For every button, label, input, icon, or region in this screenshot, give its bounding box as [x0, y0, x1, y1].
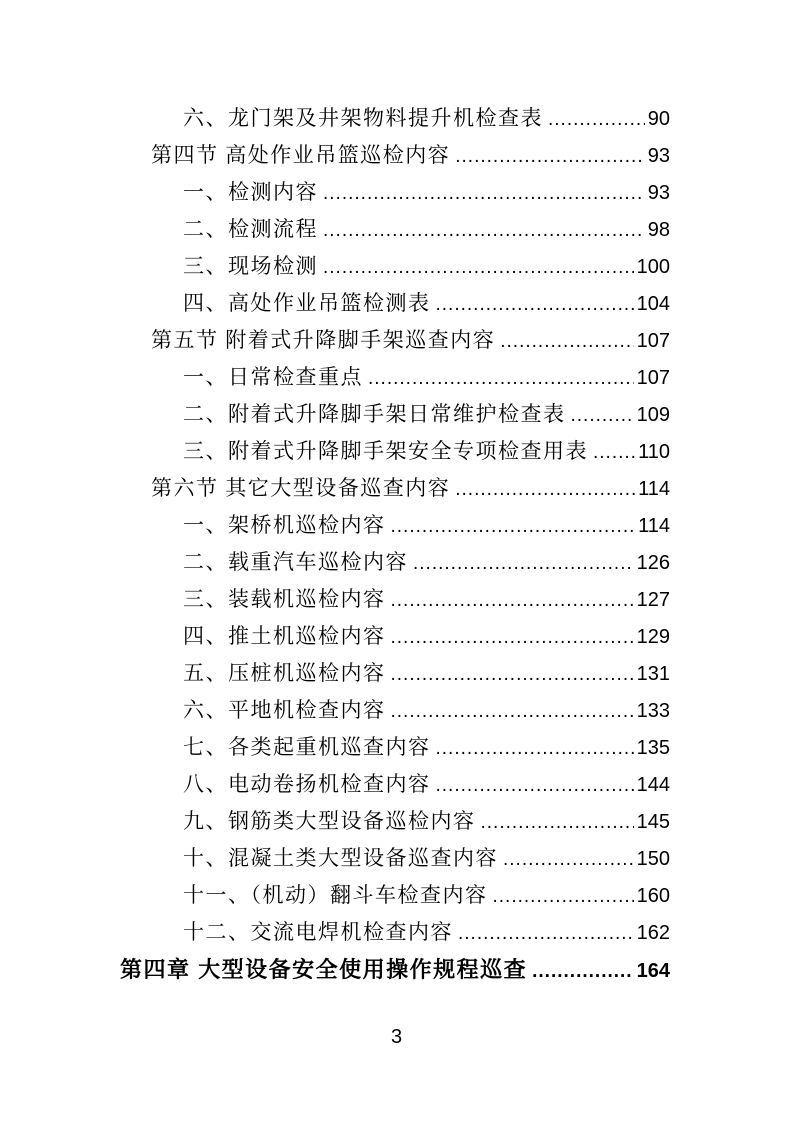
dot-leader: [368, 360, 634, 397]
toc-entry-title: 七、各类起重机巡查内容: [183, 735, 431, 759]
toc-entry-title: 八、电动卷扬机检查内容: [183, 772, 431, 796]
dot-leader: [458, 915, 634, 952]
dot-leader: [455, 471, 635, 508]
toc-entry-page: 126: [636, 552, 670, 574]
dot-leader: [455, 138, 645, 175]
dot-leader: [391, 619, 634, 656]
toc-entry[interactable]: [183, 729, 670, 766]
toc-entry-page: 133: [636, 700, 670, 722]
dot-leader: [391, 693, 634, 730]
toc-entry-page: 104: [636, 293, 670, 315]
toc-entry[interactable]: [151, 470, 670, 507]
dot-leader: [481, 804, 634, 841]
toc-entry-title: 一、检测内容: [183, 180, 318, 204]
dot-leader: [391, 656, 634, 693]
footer-page-number: 3: [390, 1026, 403, 1048]
dot-leader: [323, 212, 645, 249]
toc-entry-title: 十、混凝土类大型设备巡查内容: [183, 846, 498, 870]
toc-entry-title: 四、高处作业吊篮检测表: [183, 291, 431, 315]
toc-entry-page: 107: [636, 330, 670, 352]
toc-entry[interactable]: [183, 396, 670, 433]
dot-leader: [323, 249, 634, 286]
toc-entry[interactable]: [183, 877, 670, 914]
toc-entry-page: 107: [636, 367, 670, 389]
toc-entry-page: 135: [636, 737, 670, 759]
toc-entry-page: 150: [636, 848, 670, 870]
toc-entry-title: 二、附着式升降脚手架日常维护检查表: [183, 402, 566, 426]
dot-leader: [391, 508, 636, 545]
toc-entry-page: 131: [636, 663, 670, 685]
dot-leader: [413, 545, 634, 582]
dot-leader: [436, 730, 634, 767]
dot-leader: [571, 397, 634, 434]
toc-entry-title: 第四章 大型设备安全使用操作规程巡查: [120, 957, 528, 982]
toc-entry-title: 六、龙门架及井架物料提升机检查表: [183, 106, 543, 130]
toc-entry-page: 129: [636, 626, 670, 648]
toc-entry[interactable]: [183, 544, 670, 581]
toc-entry[interactable]: [183, 211, 670, 248]
toc-entry[interactable]: [183, 692, 670, 729]
toc-entry-title: 第四节 高处作业吊篮巡检内容: [151, 143, 451, 167]
toc-entry[interactable]: [183, 914, 670, 951]
toc-entry-page: 93: [647, 182, 670, 204]
toc-entry-title: 一、架桥机巡检内容: [183, 513, 386, 537]
dot-leader: [593, 434, 635, 471]
toc-entry-title: 十二、交流电焊机检查内容: [183, 920, 453, 944]
toc-entry[interactable]: [183, 100, 670, 137]
toc-entry-title: 一、日常检查重点: [183, 365, 363, 389]
toc-entry[interactable]: [183, 248, 670, 285]
dot-leader: [532, 953, 634, 990]
toc-entry[interactable]: [183, 359, 670, 396]
toc-entry-title: 九、钢筋类大型设备巡检内容: [183, 809, 476, 833]
toc-entry-page: 98: [647, 219, 670, 241]
toc-entry[interactable]: [183, 655, 670, 692]
toc-entry-title: 第五节 附着式升降脚手架巡查内容: [151, 328, 496, 352]
toc-entry[interactable]: [151, 137, 670, 174]
toc-entry-page: 162: [636, 922, 670, 944]
toc-entry[interactable]: [183, 766, 670, 803]
toc-entry-page: 160: [636, 885, 670, 907]
dot-leader: [500, 323, 633, 360]
page-footer: [0, 1026, 793, 1049]
toc-entry-title: 五、压桩机巡检内容: [183, 661, 386, 685]
toc-entry[interactable]: [120, 951, 670, 988]
dot-leader: [436, 286, 634, 323]
toc-entry[interactable]: [183, 840, 670, 877]
toc-entry-title: 四、推土机巡检内容: [183, 624, 386, 648]
toc-entry-title: 三、装载机巡检内容: [183, 587, 386, 611]
dot-leader: [503, 841, 634, 878]
toc-entry-page: 145: [636, 811, 670, 833]
toc-entry-page: 110: [638, 441, 670, 463]
toc-entry-page: 90: [647, 108, 670, 130]
toc-entry-page: 127: [636, 589, 670, 611]
toc-entry-title: 二、载重汽车巡检内容: [183, 550, 408, 574]
toc-entry-title: 三、附着式升降脚手架安全专项检查用表: [183, 439, 588, 463]
toc-entry-page: 114: [638, 478, 670, 500]
toc-entry-title: 二、检测流程: [183, 217, 318, 241]
toc-entry[interactable]: [183, 803, 670, 840]
dot-leader: [436, 767, 634, 804]
dot-leader: [493, 878, 634, 915]
toc-entry-page: 114: [638, 515, 670, 537]
dot-leader: [391, 582, 634, 619]
toc-entry[interactable]: [183, 507, 670, 544]
toc-entry-page: 164: [636, 960, 670, 982]
toc-entry[interactable]: [183, 285, 670, 322]
toc-entry-title: 十一、（机动）翻斗车检查内容: [183, 883, 488, 907]
dot-leader: [548, 101, 645, 138]
toc-entry-title: 六、平地机检查内容: [183, 698, 386, 722]
toc-entry[interactable]: [183, 433, 670, 470]
toc-entry[interactable]: [183, 618, 670, 655]
toc-entry[interactable]: [183, 174, 670, 211]
dot-leader: [323, 175, 645, 212]
toc-entry-page: 144: [636, 774, 670, 796]
toc-entry-page: 109: [636, 404, 670, 426]
toc-entry[interactable]: [151, 322, 670, 359]
toc-entry-page: 93: [647, 145, 670, 167]
toc-entry-title: 三、现场检测: [183, 254, 318, 278]
toc-entry-page: 100: [636, 256, 670, 278]
toc: [120, 100, 670, 988]
toc-entry[interactable]: [183, 581, 670, 618]
toc-entry-title: 第六节 其它大型设备巡查内容: [151, 476, 451, 500]
